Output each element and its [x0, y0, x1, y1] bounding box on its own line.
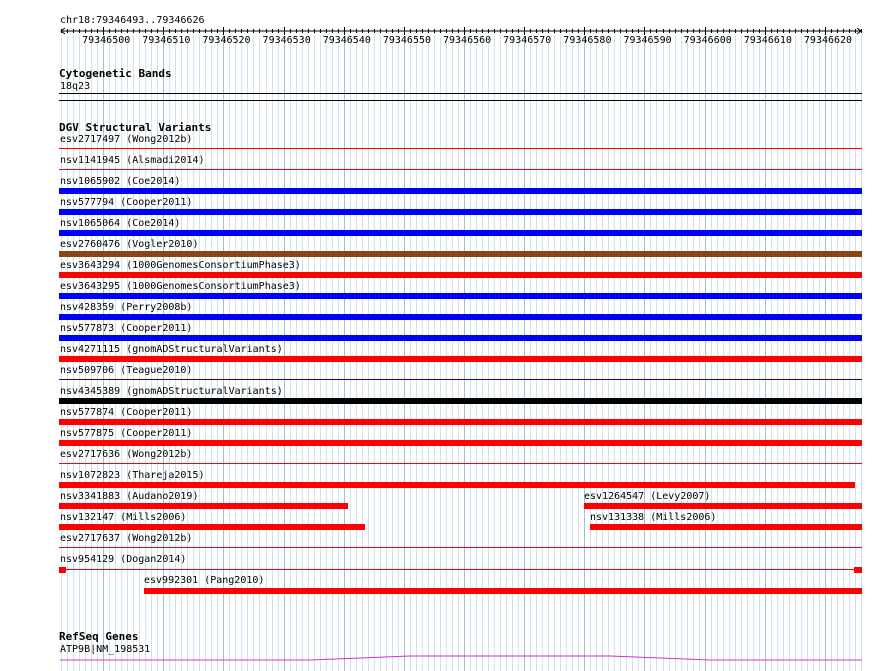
- ruler-tick-label: 79346600: [683, 35, 732, 46]
- dgv-feature-bar[interactable]: [59, 209, 862, 215]
- dgv-feature-bar[interactable]: [59, 148, 862, 149]
- ruler-tick-label: 79346530: [262, 35, 311, 46]
- dgv-feature-bar[interactable]: [59, 251, 862, 257]
- dgv-feature-label[interactable]: nsv1065064 (Coe2014): [60, 218, 181, 229]
- dgv-feature-label[interactable]: nsv1072823 (Thareja2015): [60, 470, 205, 481]
- dgv-feature-bar[interactable]: [59, 314, 862, 320]
- dgv-feature-label[interactable]: nsv428359 (Perry2008b): [60, 302, 193, 313]
- ruler-tick-label: 79346500: [82, 35, 131, 46]
- dgv-feature-bar[interactable]: [59, 379, 862, 380]
- dgv-feature-bar[interactable]: [59, 272, 862, 278]
- cytoband-label: 18q23: [60, 81, 91, 92]
- dgv-feature-connector: [66, 569, 854, 570]
- dgv-feature-bar[interactable]: [59, 419, 862, 425]
- dgv-feature-bar[interactable]: [59, 524, 365, 530]
- ruler-tick-label: 79346590: [623, 35, 672, 46]
- dgv-feature-bar[interactable]: [144, 588, 862, 594]
- cytoband-line: [59, 93, 862, 94]
- ruler-tick-label: 79346540: [322, 35, 371, 46]
- ruler-coords: chr18:79346493..79346626: [60, 15, 205, 26]
- cytoband-title: Cytogenetic Bands: [59, 67, 172, 80]
- dgv-feature-bar[interactable]: [59, 335, 862, 341]
- dgv-feature-bar[interactable]: [59, 230, 862, 236]
- dgv-feature-label[interactable]: esv2717637 (Wong2012b): [60, 533, 193, 544]
- dgv-feature-label[interactable]: nsv577875 (Cooper2011): [60, 428, 193, 439]
- refseq-gene-label[interactable]: ATP9B|NM_198531: [60, 644, 151, 655]
- track-separator: [59, 100, 862, 101]
- dgv-feature-bar[interactable]: [59, 398, 862, 404]
- dgv-feature-bar[interactable]: [59, 356, 862, 362]
- dgv-title: DGV Structural Variants: [59, 121, 212, 134]
- dgv-feature-label[interactable]: esv2717497 (Wong2012b): [60, 134, 193, 145]
- dgv-feature-block[interactable]: [854, 567, 862, 573]
- dgv-feature-label[interactable]: nsv131338 (Mills2006): [590, 512, 717, 523]
- dgv-feature-label[interactable]: nsv577874 (Cooper2011): [60, 407, 193, 418]
- dgv-feature-label[interactable]: nsv1065902 (Coe2014): [60, 176, 181, 187]
- dgv-feature-bar[interactable]: [59, 547, 862, 548]
- dgv-feature-label[interactable]: nsv3341883 (Audano2019): [60, 491, 199, 502]
- ruler-tick-label: 79346620: [803, 35, 853, 46]
- ruler-tick-label: 79346610: [743, 35, 792, 46]
- dgv-feature-label[interactable]: esv1264547 (Levy2007): [584, 491, 711, 502]
- dgv-feature-label[interactable]: nsv509706 (Teague2010): [60, 365, 193, 376]
- dgv-feature-label[interactable]: nsv577794 (Cooper2011): [60, 197, 193, 208]
- dgv-feature-bar[interactable]: [584, 503, 862, 509]
- dgv-feature-block[interactable]: [59, 567, 66, 573]
- ruler-tick-label: 79346550: [382, 35, 432, 46]
- ruler-tick-label: 79346560: [443, 35, 492, 46]
- dgv-feature-bar[interactable]: [59, 482, 855, 488]
- dgv-feature-label[interactable]: esv3643295 (1000GenomesConsortiumPhase3): [60, 281, 301, 292]
- refseq-gene-model[interactable]: [0, 652, 890, 664]
- ruler-tick-label: 79346510: [142, 35, 191, 46]
- dgv-feature-label[interactable]: nsv132147 (Mills2006): [60, 512, 187, 523]
- ruler-tick-label: 79346570: [503, 35, 552, 46]
- dgv-feature-label[interactable]: nsv4271115 (gnomADStructuralVariants): [60, 344, 283, 355]
- dgv-feature-label[interactable]: esv2760476 (Vogler2010): [60, 239, 199, 250]
- refseq-title: RefSeq Genes: [59, 630, 139, 643]
- dgv-feature-label[interactable]: esv2717636 (Wong2012b): [60, 449, 193, 460]
- dgv-feature-bar[interactable]: [59, 503, 348, 509]
- dgv-feature-bar[interactable]: [59, 188, 862, 194]
- dgv-feature-bar[interactable]: [590, 524, 862, 530]
- dgv-feature-label[interactable]: nsv4345389 (gnomADStructuralVariants): [60, 386, 283, 397]
- dgv-feature-label[interactable]: nsv1141945 (Alsmadi2014): [60, 155, 205, 166]
- dgv-feature-label[interactable]: nsv954129 (Dogan2014): [60, 554, 187, 565]
- ruler-tick-label: 79346520: [202, 35, 251, 46]
- dgv-feature-bar[interactable]: [59, 440, 862, 446]
- dgv-feature-bar[interactable]: [59, 169, 862, 170]
- dgv-feature-bar[interactable]: [59, 293, 862, 299]
- dgv-feature-bar[interactable]: [59, 463, 862, 464]
- dgv-feature-label[interactable]: nsv577873 (Cooper2011): [60, 323, 193, 334]
- dgv-feature-label[interactable]: esv3643294 (1000GenomesConsortiumPhase3): [60, 260, 301, 271]
- dgv-feature-label[interactable]: esv992301 (Pang2010): [144, 575, 265, 586]
- ruler-tick-label: 79346580: [563, 35, 612, 46]
